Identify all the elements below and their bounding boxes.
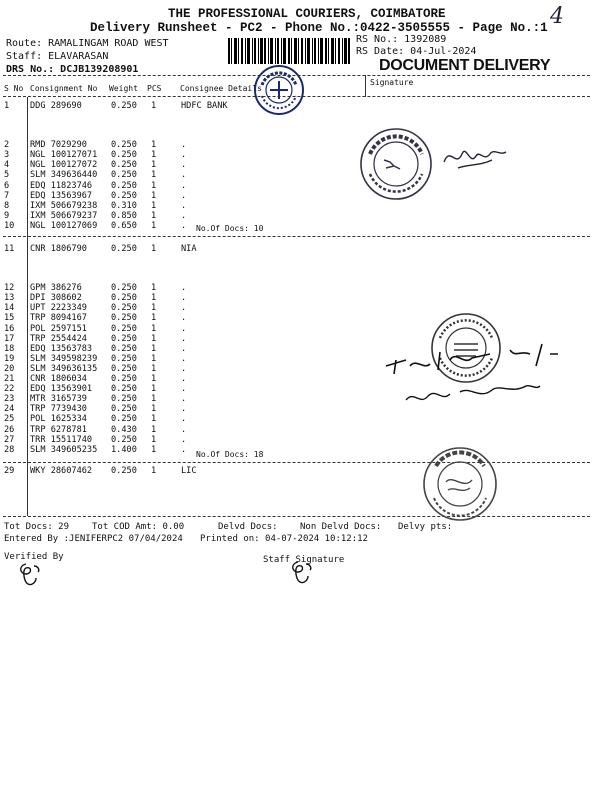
row-consignee: .	[181, 374, 187, 384]
row-sno: 29	[4, 466, 15, 476]
table-row	[0, 293, 600, 302]
row-consignee: .	[181, 363, 187, 374]
row-pcs: 1	[151, 293, 157, 304]
col-weight: Weight	[109, 84, 138, 93]
row-consignment: CNR 1806790	[30, 244, 87, 254]
drs-number: DRS No.: DCJB139208901	[6, 64, 139, 75]
row-consignment: EDQ 13563967	[30, 190, 93, 201]
row-pcs: 1	[151, 283, 157, 294]
row-sno: 2	[4, 140, 10, 151]
row-pcs: 1	[151, 180, 157, 191]
row-consignment: EDQ 13563901	[30, 384, 93, 395]
row-consignment: SLM 349598239	[30, 353, 98, 364]
row-consignment: TRP 7739430	[30, 404, 87, 415]
table-row	[0, 313, 600, 322]
row-weight: 0.250	[111, 434, 137, 445]
row-pcs: 1	[151, 394, 157, 405]
row-consignee: .	[181, 160, 187, 171]
hdfc-large-stamp	[356, 124, 436, 204]
lic-stamp	[420, 444, 500, 524]
row-pcs: 1	[151, 424, 157, 435]
table-row	[0, 244, 600, 253]
row-consignee: .	[181, 303, 187, 314]
table-row	[0, 425, 600, 434]
table-row	[0, 191, 600, 200]
col-signature: Signature	[370, 78, 414, 87]
row-sno: 1	[4, 101, 10, 111]
row-consignment: NGL 100127069	[30, 220, 98, 231]
docs-count: No.Of Docs: 10	[196, 224, 264, 233]
delvd-docs: Delvd Docs:	[218, 522, 278, 532]
row-weight: 0.250	[111, 190, 137, 201]
row-weight: 0.250	[111, 363, 137, 374]
tot-cod: Tot COD Amt: 0.00	[92, 522, 185, 532]
row-pcs: 1	[151, 384, 157, 395]
row-consignment: SLM 349636135	[30, 363, 98, 374]
row-sno: 28	[4, 444, 15, 455]
row-consignee: .	[181, 180, 187, 191]
row-sno: 24	[4, 404, 15, 415]
table-row	[0, 181, 600, 190]
row-pcs: 1	[151, 434, 157, 445]
row-consignment: SLM 349605235	[30, 444, 98, 455]
row-pcs: 1	[151, 374, 157, 384]
row-pcs: 1	[151, 220, 157, 231]
staff-signature: Staff Signature	[263, 555, 345, 565]
row-consignment: POL 2597151	[30, 323, 87, 334]
row-weight: 0.250	[111, 466, 137, 476]
row-weight: 0.250	[111, 303, 137, 314]
row-weight: 0.250	[111, 394, 137, 405]
row-weight: 1.400	[111, 444, 137, 455]
row-sno: 25	[4, 414, 15, 425]
row-sno: 19	[4, 353, 15, 364]
row-consignment: UPT 2223349	[30, 303, 87, 314]
table-row	[0, 201, 600, 210]
table-row	[0, 435, 600, 444]
row-consignee: .	[181, 283, 187, 294]
row-weight: 0.250	[111, 353, 137, 364]
row-pcs: 1	[151, 170, 157, 181]
row-consignee: .	[181, 444, 187, 455]
row-consignment: NGL 100127071	[30, 150, 98, 161]
row-consignment: TRP 6278781	[30, 424, 87, 435]
row-consignment: POL 1625334	[30, 414, 87, 425]
docs-count: No.Of Docs: 18	[196, 450, 264, 459]
row-sno: 16	[4, 323, 15, 334]
row-pcs: 1	[151, 303, 157, 314]
tot-docs: Tot Docs: 29	[4, 522, 70, 532]
row-sno: 7	[4, 190, 10, 201]
row-consignment: EDQ 13563783	[30, 343, 93, 354]
row-pcs: 1	[151, 343, 157, 354]
row-sno: 20	[4, 363, 15, 374]
row-weight: 0.250	[111, 293, 137, 304]
rs-number: RS No.: 1392089	[356, 34, 447, 45]
row-pcs: 1	[151, 313, 157, 324]
row-consignee: .	[181, 404, 187, 415]
row-consignee: .	[181, 220, 187, 231]
row-weight: 0.250	[111, 374, 137, 384]
row-sno: 6	[4, 180, 10, 191]
row-sno: 9	[4, 210, 10, 221]
row-weight: 0.250	[111, 333, 137, 344]
table-row	[0, 303, 600, 312]
sno-column-divider	[27, 97, 28, 516]
table-row	[0, 150, 600, 159]
row-sno: 22	[4, 384, 15, 395]
row-weight: 0.250	[111, 244, 137, 254]
col-consignment: Consignment No	[30, 84, 98, 93]
verified-by: Verified By	[4, 552, 64, 562]
col-pcs: PCS	[147, 84, 162, 93]
signature-column-divider	[365, 75, 366, 97]
row-pcs: 1	[151, 323, 157, 334]
rs-date: RS Date: 04-Jul-2024	[356, 46, 477, 57]
row-pcs: 1	[151, 404, 157, 415]
group-rule	[3, 236, 590, 237]
row-sno: 4	[4, 160, 10, 171]
row-consignment: DPI 308602	[30, 293, 82, 304]
row-consignee: .	[181, 384, 187, 395]
staff-label: Staff: ELAVARASAN	[6, 51, 109, 62]
nia-signature	[380, 330, 590, 420]
row-sno: 27	[4, 434, 15, 445]
row-consignment: EDQ 11823746	[30, 180, 93, 191]
table-row	[0, 466, 600, 475]
row-sno: 23	[4, 394, 15, 405]
table-row	[0, 140, 600, 149]
entered-by: Entered By :JENIFERPC2 07/04/2024	[4, 534, 183, 544]
row-consignee: .	[181, 313, 187, 324]
verified-by-signature	[14, 560, 44, 590]
group-rule	[3, 462, 590, 463]
col-sno: S No	[4, 84, 24, 93]
row-consignee: HDFC BANK	[181, 101, 228, 111]
row-weight: 0.250	[111, 283, 137, 294]
row-pcs: 1	[151, 244, 157, 254]
row-consignee: .	[181, 424, 187, 435]
row-sno: 13	[4, 293, 15, 304]
row-consignee: LIC	[181, 466, 197, 476]
table-row	[0, 283, 600, 292]
printed-on: Printed on: 04-07-2024 10:12:12	[200, 534, 368, 544]
row-consignment: TRP 2554424	[30, 333, 87, 344]
row-pcs: 1	[151, 414, 157, 425]
row-sno: 3	[4, 150, 10, 161]
row-weight: 0.250	[111, 343, 137, 354]
row-consignment: TRP 8094167	[30, 313, 87, 324]
row-consignee: .	[181, 434, 187, 445]
row-consignee: .	[181, 170, 187, 181]
row-weight: 0.250	[111, 404, 137, 415]
row-consignment: DDG 289690	[30, 101, 82, 111]
footer-rule	[3, 516, 590, 517]
row-pcs: 1	[151, 353, 157, 364]
row-consignee: .	[181, 210, 187, 221]
row-sno: 10	[4, 220, 15, 231]
row-consignee: .	[181, 333, 187, 344]
row-consignment: CNR 1806034	[30, 374, 87, 384]
row-pcs: 1	[151, 363, 157, 374]
row-weight: 0.250	[111, 101, 137, 111]
row-pcs: 1	[151, 466, 157, 476]
row-consignee: .	[181, 293, 187, 304]
table-row	[0, 160, 600, 169]
row-consignee: .	[181, 150, 187, 161]
row-consignee: NIA	[181, 244, 197, 254]
row-pcs: 1	[151, 160, 157, 171]
table-row	[0, 170, 600, 179]
row-weight: 0.250	[111, 384, 137, 395]
row-sno: 26	[4, 424, 15, 435]
row-pcs: 1	[151, 190, 157, 201]
row-consignee: .	[181, 343, 187, 354]
row-consignee: .	[181, 200, 187, 211]
row-sno: 21	[4, 374, 15, 384]
row-consignee: .	[181, 414, 187, 425]
row-consignment: NGL 100127072	[30, 160, 98, 171]
row-pcs: 1	[151, 444, 157, 455]
row-weight: 0.850	[111, 210, 137, 221]
row-weight: 0.250	[111, 180, 137, 191]
row-pcs: 1	[151, 101, 157, 111]
company-name: THE PROFESSIONAL COURIERS, COIMBATORE	[168, 7, 446, 21]
staff-signature-mark	[286, 560, 316, 590]
row-pcs: 1	[151, 140, 157, 151]
row-pcs: 1	[151, 210, 157, 221]
col-consignee: Consignee Details	[180, 84, 262, 93]
row-sno: 12	[4, 283, 15, 294]
row-consignee: .	[181, 394, 187, 405]
table-row	[0, 221, 600, 230]
runsheet-title: Delivery Runsheet - PC2 - Phone No.:0422-3505555 - Page No.:1	[90, 21, 548, 35]
row-sno: 18	[4, 343, 15, 354]
row-consignee: .	[181, 353, 187, 364]
row-pcs: 1	[151, 200, 157, 211]
row-weight: 0.310	[111, 200, 137, 211]
row-consignment: TRR 15511740	[30, 434, 93, 445]
row-consignment: WKY 28607462	[30, 466, 93, 476]
row-consignment: GPM 386276	[30, 283, 82, 294]
row-weight: 0.250	[111, 170, 137, 181]
row-pcs: 1	[151, 333, 157, 344]
row-consignee: .	[181, 323, 187, 334]
row-weight: 0.430	[111, 424, 137, 435]
route-label: Route: RAMALINGAM ROAD WEST	[6, 38, 169, 49]
hdfc-signature	[440, 138, 510, 178]
row-pcs: 1	[151, 150, 157, 161]
barcode	[228, 38, 350, 64]
row-consignment: SLM 349636440	[30, 170, 98, 181]
delvy-pts: Delvy pts:	[398, 522, 453, 532]
row-consignee: .	[181, 140, 187, 151]
row-sno: 17	[4, 333, 15, 344]
row-sno: 15	[4, 313, 15, 324]
table-row	[0, 211, 600, 220]
row-weight: 0.250	[111, 414, 137, 425]
row-weight: 0.650	[111, 220, 137, 231]
row-sno: 14	[4, 303, 15, 314]
row-consignee: .	[181, 190, 187, 201]
row-sno: 8	[4, 200, 10, 211]
table-row	[0, 445, 600, 454]
row-consignment: IXM 506679237	[30, 210, 98, 221]
row-weight: 0.250	[111, 160, 137, 171]
row-sno: 11	[4, 244, 15, 254]
row-consignment: MTR 3165739	[30, 394, 87, 405]
document-delivery-title: DOCUMENT DELIVERY	[379, 57, 551, 74]
row-sno: 5	[4, 170, 10, 181]
row-weight: 0.250	[111, 140, 137, 151]
non-delvd-docs: Non Delvd Docs:	[300, 522, 382, 532]
hdfc-small-stamp	[252, 63, 306, 117]
row-weight: 0.250	[111, 323, 137, 334]
row-weight: 0.250	[111, 313, 137, 324]
row-consignment: IXM 506679238	[30, 200, 98, 211]
handwritten-page-number: 4	[550, 4, 564, 29]
row-consignment: RMD 7029290	[30, 140, 87, 151]
row-weight: 0.250	[111, 150, 137, 161]
